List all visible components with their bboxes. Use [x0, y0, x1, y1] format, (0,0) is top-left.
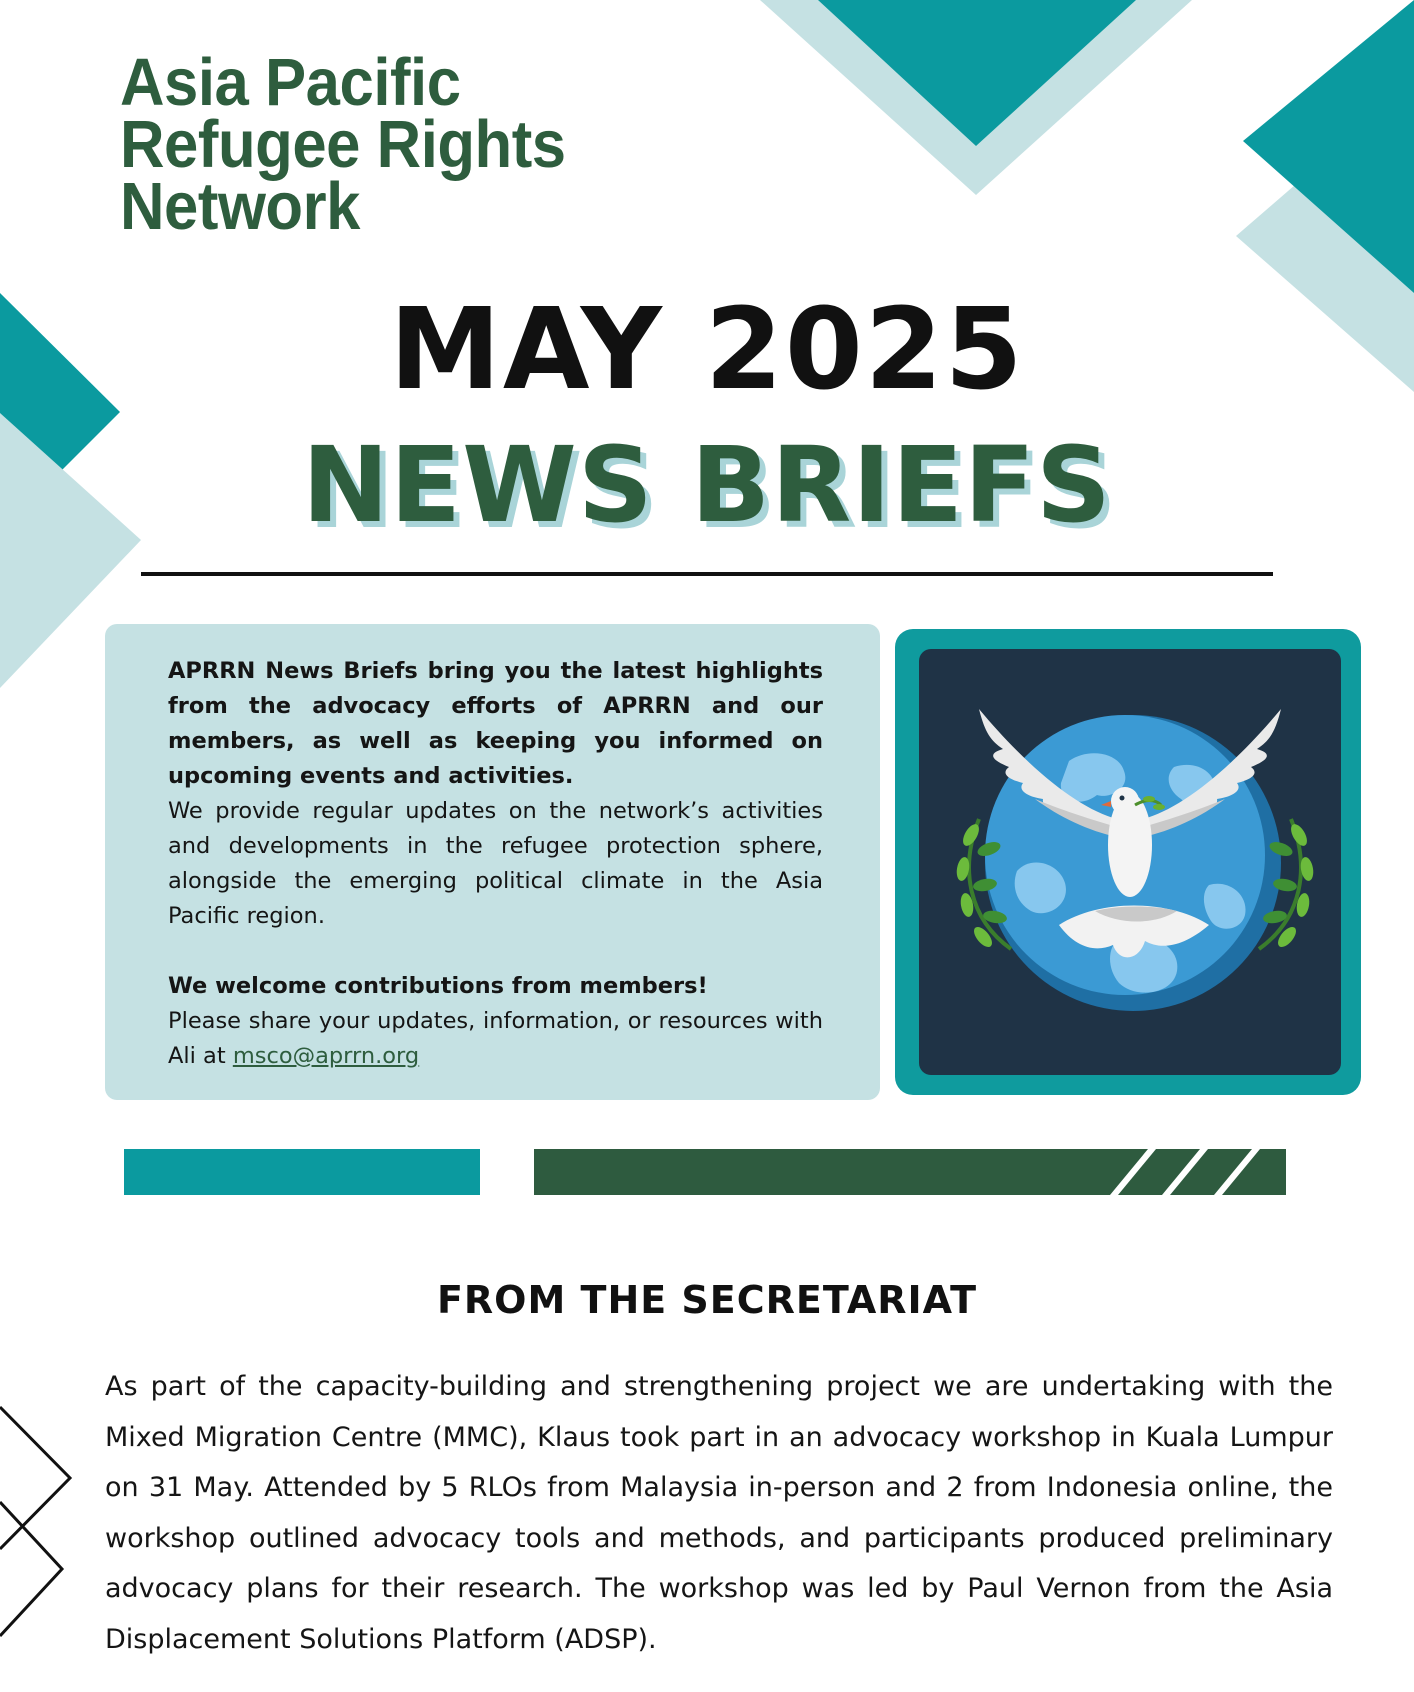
intro-lead: APRRN News Briefs bring you the latest highlights from the advocacy efforts of APRRN and our members, as well as keeping you informed on upcoming events and activities. [168, 658, 823, 789]
divider-bar-green [534, 1149, 1286, 1195]
intro-text [168, 654, 823, 1074]
section-heading-secretariat: FROM THE SECRETARIAT [436, 1278, 978, 1322]
org-name-line: Asia Pacific [120, 45, 461, 120]
share-text: Please share your updates, information, or resources with Ali at [168, 1008, 823, 1069]
peace-dove-globe-icon [919, 649, 1341, 1075]
stripe-pattern [534, 1149, 1286, 1195]
org-name [120, 45, 566, 244]
illustration-panel [919, 649, 1341, 1075]
share-paragraph [168, 1004, 823, 1074]
email-link[interactable]: msco@aprrn.org [232, 1043, 420, 1069]
divider-bar-teal [124, 1149, 480, 1195]
org-name-line: Network [120, 169, 360, 244]
intro-description: We provide regular updates on the network’s activities and developments in the refugee protection sphere, alongside the emerging political climate in the Asia Pacific region. [168, 798, 823, 929]
title-divider [141, 572, 1273, 576]
outline-diamond-shape [0, 1407, 70, 1549]
contributions-heading: We welcome contributions from members! [168, 973, 708, 999]
issue-month-title: MAY 2025 [389, 285, 1025, 415]
outline-diamond-shape [0, 1502, 62, 1636]
secretariat-body: As part of the capacity-building and strengthening project we are undertaking with the Mixed Migration Centre (MMC), Klaus took part in an advocacy workshop in Kuala Lumpur on 31 May. Attended by 5 RLOs from Malaysia in-person and 2 from Indonesia online, the workshop outlined advocacy tools and methods, and participants produced preliminary advocacy plans for their research. The workshop was led by Paul Vernon from the Asia Displacement Solutions Platform (ADSP). [105, 1371, 1333, 1655]
org-name-line: Refugee Rights [120, 107, 566, 182]
news-briefs-title: NEWS BRIEFS [302, 424, 1112, 546]
